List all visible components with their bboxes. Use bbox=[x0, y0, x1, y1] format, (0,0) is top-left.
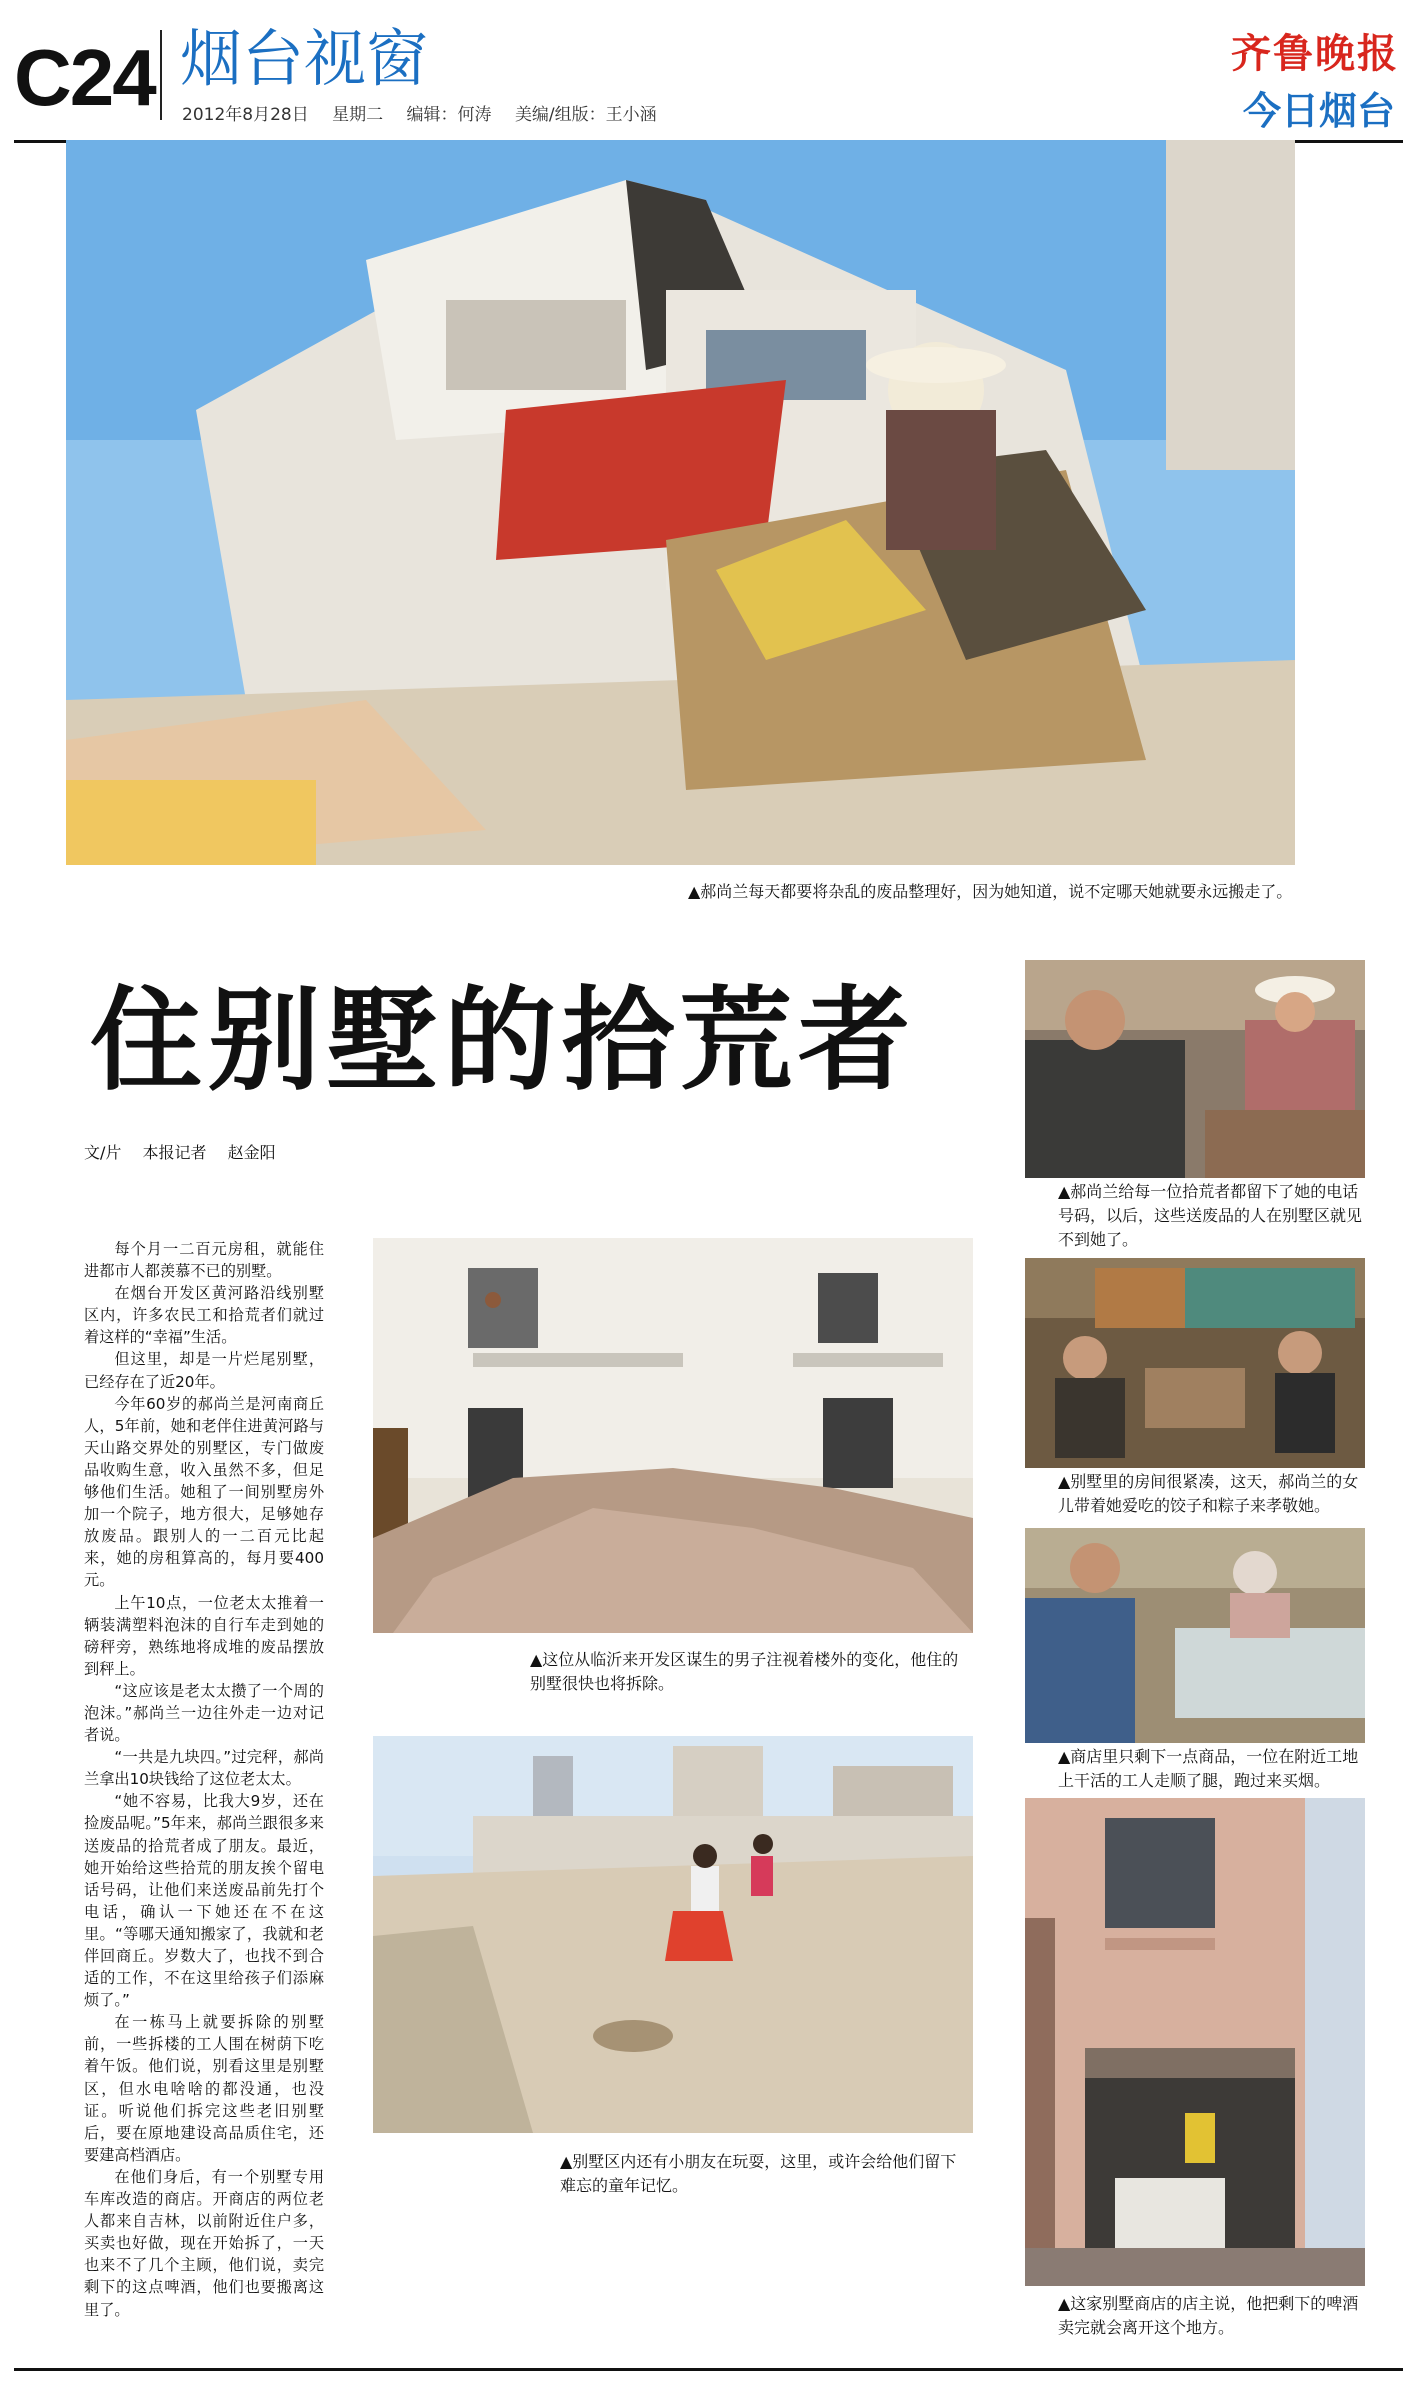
article-paragraph: 但这里，却是一片烂尾别墅，已经存在了近20年。 bbox=[84, 1350, 324, 1391]
edition-name: 今日烟台 bbox=[1242, 89, 1395, 133]
children-photo bbox=[373, 1736, 973, 2133]
article-paragraph: 今年60岁的郝尚兰是河南商丘人，5年前，她和老伴住进黄河路与天山路交界处的别墅区，专门做废品收购生意，收入虽然不多，但足够他们生活。她租了一间别墅房外加一个院子，地方很大，足够她存放废品。跟别人的一二百元比起来，她的房租算高的，每月要400元。 bbox=[84, 1394, 324, 1590]
side-photo-room bbox=[1025, 1258, 1365, 1468]
article-paragraph: “一共是九块四。”过完秤，郝尚兰拿出10块钱给了这位老太太。 bbox=[84, 1748, 324, 1789]
side-photo-phone bbox=[1025, 960, 1365, 1178]
designer-credit: 美编/组版：王小涵 bbox=[514, 105, 657, 125]
page-number: C24 bbox=[14, 33, 155, 122]
issue-weekday: 星期二 bbox=[332, 105, 384, 125]
byline-label: 文/片 bbox=[84, 1143, 122, 1162]
side-photo-shop-caption: ▲商店里只剩下一点商品，一位在附近工地上干活的工人走顺了腿，跑过来买烟。 bbox=[1058, 1747, 1359, 1790]
demolition-photo bbox=[373, 1238, 973, 1633]
footer-rule bbox=[14, 2368, 1403, 2371]
side-photo-phone-caption: ▲郝尚兰给每一位拾荒者都留下了她的电话号码，以后，这些送废品的人在别墅区就见不到她了。 bbox=[1058, 1182, 1363, 1249]
article-paragraph: 每个月一二百元房租，就能住进都市人都羡慕不已的别墅。 bbox=[84, 1240, 324, 1281]
demolition-caption: ▲这位从临沂来开发区谋生的男子注视着楼外的变化，他住的别墅很快也将拆除。 bbox=[530, 1650, 959, 1693]
issue-date: 2012年8月28日 bbox=[182, 105, 309, 125]
side-photo-store-front bbox=[1025, 1798, 1365, 2286]
article-paragraph: 上午10点，一位老太太推着一辆装满塑料泡沫的自行车走到她的磅秤旁，熟练地将成堆的废品摆放到秤上。 bbox=[84, 1593, 324, 1678]
article-body bbox=[84, 1238, 324, 2321]
article-paragraph: 在他们身后，有一个别墅专用车库改造的商店。开商店的两位老人都来自吉林，以前附近住户多，买卖也好做，现在开始拆了，一天也来不了几个主顾，他们说，卖完剩下的这点啤酒，他们也要搬离这里了。 bbox=[84, 2167, 324, 2319]
side-photo-shop bbox=[1025, 1528, 1365, 1743]
children-caption: ▲别墅区内还有小朋友在玩耍，这里，或许会给他们留下难忘的童年记忆。 bbox=[560, 2152, 957, 2195]
issue-meta bbox=[182, 100, 675, 125]
byline-name: 赵金阳 bbox=[227, 1143, 276, 1162]
article-paragraph: “这应该是老太太攒了一个周的泡沫。”郝尚兰一边往外走一边对记者说。 bbox=[84, 1681, 324, 1745]
article-paragraph: 在烟台开发区黄河路沿线别墅区内，许多农民工和拾荒者们就过着这样的“幸福”生活。 bbox=[84, 1284, 324, 1347]
main-photo bbox=[66, 140, 1295, 865]
section-title: 烟台视窗 bbox=[180, 22, 429, 95]
side-photo-room-caption: ▲别墅里的房间很紧凑，这天，郝尚兰的女儿带着她爱吃的饺子和粽子来孝敬她。 bbox=[1058, 1472, 1359, 1515]
newspaper-logo: 齐鲁晚报 bbox=[1231, 30, 1399, 77]
byline bbox=[84, 1140, 292, 1163]
header-divider bbox=[160, 30, 162, 120]
article-paragraph: “她不容易，比我大9岁，还在捡废品呢。”5年来，郝尚兰跟很多来送废品的拾荒者成了朋友。最近，她开始给这些拾荒的朋友挨个留电话号码，让他们来送废品前先打个电话，确认一下她还在不在这里。“等哪天通知搬家了，我就和老伴回商丘。岁数大了，也找不到合适的工作，不在这里给孩子们添麻烦了。” bbox=[84, 1792, 324, 2010]
editor-credit: 编辑：何涛 bbox=[406, 105, 492, 125]
article-headline: 住别墅的拾荒者 bbox=[90, 976, 916, 1106]
main-photo-caption: ▲郝尚兰每天都要将杂乱的废品整理好，因为她知道，说不定哪天她就要永远搬走了。 bbox=[688, 882, 1293, 901]
article-paragraph: 在一栋马上就要拆除的别墅前，一些拆楼的工人围在树荫下吃着午饭。他们说，别看这里是别墅区，但水电啥啥的都没通，也没证。听说他们拆完这些老旧别墅后，要在原地建设高品质住宅，还要建高档酒店。 bbox=[84, 2013, 324, 2164]
side-photo-store-caption: ▲这家别墅商店的店主说，他把剩下的啤酒卖完就会离开这个地方。 bbox=[1058, 2294, 1359, 2337]
byline-role: 本报记者 bbox=[142, 1143, 207, 1162]
